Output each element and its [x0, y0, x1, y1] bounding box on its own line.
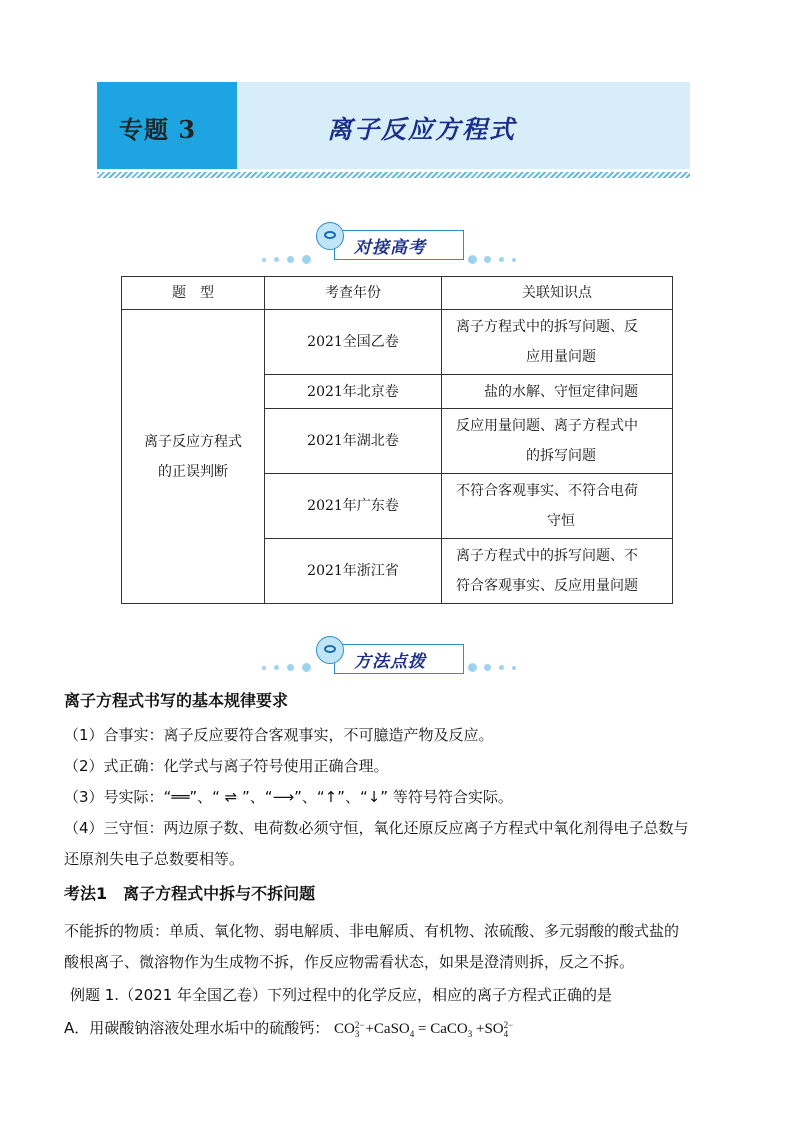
- eye-icon: [316, 222, 344, 250]
- knowledge-cell: [442, 474, 673, 539]
- topic-label: 专题 3: [119, 115, 197, 144]
- knowledge-line: 离子方程式中的拆写问题、不: [456, 548, 638, 564]
- ionic-equation: [334, 1021, 514, 1037]
- knowledge-line: 应用量问题: [526, 349, 596, 365]
- year-cell: 2021年湖北卷: [265, 409, 442, 474]
- table-header: 题 型: [122, 277, 265, 310]
- page-title: 离子反应方程式: [327, 115, 517, 144]
- year-cell: 2021年北京卷: [265, 375, 442, 409]
- knowledge-line: 守恒: [547, 513, 575, 529]
- formula-sup: 2−: [354, 1019, 365, 1030]
- formula-sub: 3: [354, 1028, 360, 1039]
- topic-label-block: [97, 82, 237, 169]
- section-header-method: [262, 636, 532, 676]
- knowledge-cell: [442, 409, 673, 474]
- knowledge-cell: 盐的水解、守恒定律问题: [442, 375, 673, 409]
- formula-sub: 4: [503, 1028, 509, 1039]
- question-type-line: 离子反应方程式: [144, 433, 242, 450]
- option-a-text: A．用碳酸钠溶液处理水垢中的硫酸钙：: [64, 1019, 330, 1037]
- question-type-cell: [122, 310, 265, 604]
- exam-table: [121, 276, 673, 604]
- table-header: 考查年份: [265, 277, 442, 310]
- table-header: 关联知识点: [442, 277, 673, 310]
- formula-part: CO: [334, 1021, 355, 1037]
- question-type-line: 的正误判断: [158, 463, 228, 480]
- section-label: 对接高考: [354, 238, 426, 258]
- paragraph-line: 不能拆的物质：单质、氧化物、弱电解质、非电解质、有机物、浓硫酸、多元弱酸的酸式盐的: [64, 922, 680, 940]
- table-header-row: [122, 277, 673, 310]
- year-cell: 2021年浙江省: [265, 539, 442, 604]
- rule-item: （4）三守恒：两边原子数、电荷数必须守恒，氧化还原反应离子方程式中氧化剂得电子总数与: [64, 819, 689, 837]
- section-header-exam: [262, 222, 532, 262]
- knowledge-line: 的拆写问题: [526, 448, 596, 464]
- sub-sup: [355, 1021, 365, 1039]
- example-question: 例题 1.（2021 年全国乙卷）下列过程中的化学反应，相应的离子方程式正确的是: [70, 986, 613, 1004]
- year-cell: 2021全国乙卷: [265, 310, 442, 375]
- rule-item-continued: 还原剂失电子总数要相等。: [64, 850, 245, 868]
- formula-part: = CaCO: [414, 1021, 468, 1037]
- knowledge-line: 符合客观事实、反应用量问题: [456, 578, 638, 594]
- paragraph-line: 酸根离子、微溶物作为生成物不拆，作反应物需看状态，如果是澄清则拆，反之不拆。: [64, 953, 635, 971]
- formula-part: +CaSO: [365, 1021, 410, 1037]
- eye-icon: [316, 636, 344, 664]
- topic-banner: [97, 82, 690, 169]
- knowledge-line: 反应用量问题、离子方程式中: [456, 418, 638, 434]
- heading-basic-rules: 离子方程式书写的基本规律要求: [64, 691, 289, 710]
- year-cell: 2021年广东卷: [265, 474, 442, 539]
- knowledge-line: 不符合客观事实、不符合电荷: [456, 483, 638, 499]
- rule-item: （3）号实际：“══”、“ ⇌ ”、“⟶”、“↑”、“↓” 等符号符合实际。: [64, 788, 513, 806]
- banner-underline: [97, 172, 690, 178]
- formula-sub: 3: [467, 1029, 473, 1039]
- formula-sub: 4: [409, 1029, 415, 1039]
- sub-sup: [504, 1021, 514, 1039]
- knowledge-line: 离子方程式中的拆写问题、反: [456, 319, 638, 335]
- formula-sup: 2−: [503, 1019, 514, 1030]
- table-row: [122, 310, 673, 375]
- heading-method-1: 考法1 离子方程式中拆与不拆问题: [64, 884, 316, 903]
- section-label: 方法点拨: [354, 652, 426, 672]
- knowledge-cell: [442, 310, 673, 375]
- formula-part: +SO: [472, 1021, 504, 1037]
- option-a: [64, 1017, 514, 1039]
- rule-item: （1）合事实：离子反应要符合客观事实，不可臆造产物及反应。: [64, 726, 494, 744]
- knowledge-cell: [442, 539, 673, 604]
- rule-item: （2）式正确：化学式与离子符号使用正确合理。: [64, 757, 389, 775]
